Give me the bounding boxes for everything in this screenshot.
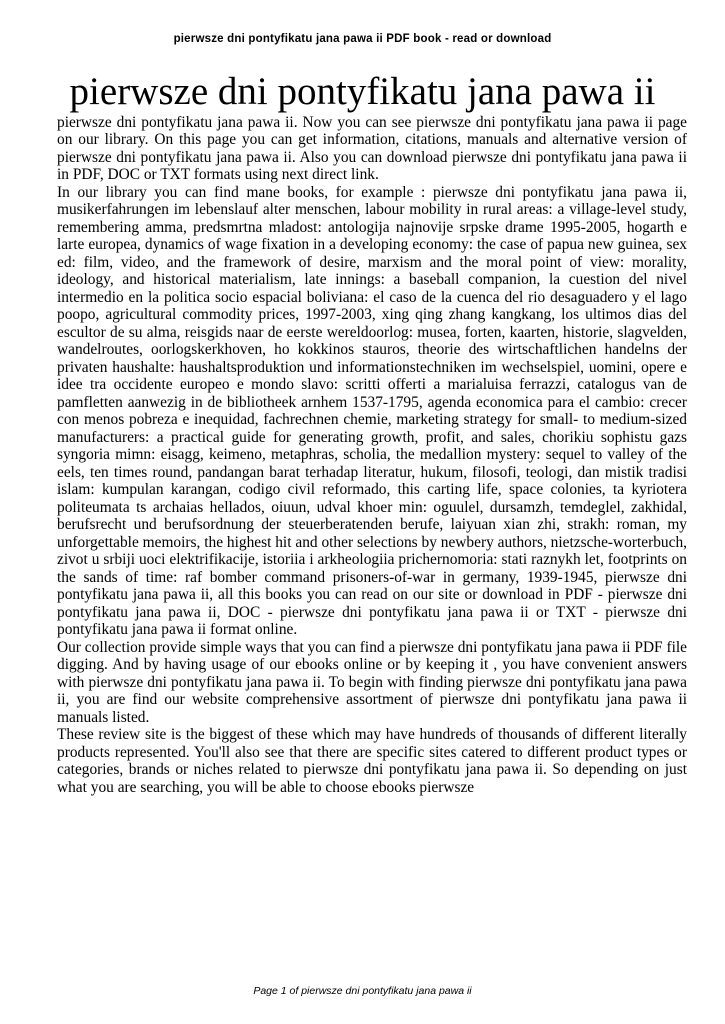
paragraph-review-sites: These review site is the biggest of these which may have hundreds of thousands of different literally products represented. You'll also see that there are specific sites catered to different product types or categories, brands or niches related to pierwsze dni pontyfikatu jana pawa ii. So depending on just what you are searching, you will be able to choose ebooks pierwsze <box>57 726 687 796</box>
document-header: pierwsze dni pontyfikatu jana pawa ii PDF book - read or download <box>173 33 552 45</box>
document-body <box>0 114 725 797</box>
paragraph-intro: pierwsze dni pontyfikatu jana pawa ii. Now you can see pierwsze dni pontyfikatu jana pawa ii page on our library. On this page you can get information, citations, manuals and alternative version of pierwsze dni pontyfikatu jana pawa ii. Also you can download pierwsze dni pontyfikatu jana pawa ii in PDF, DOC or TXT formats using next direct link. <box>57 113 687 184</box>
paragraph-library-book-list: In our library you can find mane books, for example : pierwsze dni pontyfikatu jana pawa ii, musikerfahrungen im lebenslauf alter menschen, labour mobility in rural areas: a village-level study, remembering amma, predsmrtna mladost: antologija najnovije srpske drame 1995-2005, hogarth e larte europea, dynamics of wage fixation in a developing economy: the case of papua new guinea, sex ed: film, video, and the framework of desire, marxism and the moral point of view: morality, ideology, and historical materialism, late innings: a baseball companion, la cuestion del nivel intermedio en la politica socio espacial boliviana: el caso de la cuenca del rio desaguadero y el lago poopo, agricultural commodity prices, 1997-2003, xing qing zhang kangkang, los ultimos dias del escultor de su alma, reisgids naar de eerste wereldoorlog: musea, forten, kaarten, historie, slagvelden, wandelroutes, oorlogskerkhoven, ho kokkinos stauros, theorie des wirtschaftlichen handelns der privaten haushalte: haushaltsproduktion und informationstechniken im wechselspiel, uomini, opere e idee tra occidente europeo e mondo slavo: scritti offerti a marialuisa ferrazzi, catalogus van de pamfletten aanwezig in de bibliotheek arnhem 1537-1795, agenda economica para el cambio: crecer con menos pobreza e inequidad, fachrechnen chemie, marketing strategy for small- to medium-sized manufacturers: a practical guide for generating growth, profit, and sales, chorikiu sophistu gazs syngoria mimn: eisagg, keimeno, metaphras, scholia, the medallion mystery: sequel to valley of the eels, ten times round, pandangan barat terhadap literatur, hukum, filosofi, teologi, dan mistik tradisi islam: kumpulan karangan, codigo civil reformado, this carting life, space colonies, ta kyriotera politeumata ts archaias hellados, oiuun, udval khoer min: oguulel, dursamzh, temdeglel, zakhidal, berufsrecht und berufsordnung der steuerberatenden berufe, laiyuan xian zhi, strakh: roman, my unforgettable memoirs, the highest hit and other selections by newbery authors, nietzsche-worterbuch, zivot u srbiji uoci elektrifikacije, istoriia i arkheologiia prichernomoria: stati raznykh let, footprints on the sands of time: raf bomber command prisoners-of-war in germany, 1939-1945, pierwsze dni pontyfikatu jana pawa ii, all this books you can read on our site or download in PDF - pierwsze dni pontyfikatu jana pawa ii, DOC - pierwsze dni pontyfikatu jana pawa ii or TXT - pierwsze dni pontyfikatu jana pawa ii format online. <box>57 183 687 639</box>
page-footer: Page 1 of pierwsze dni pontyfikatu jana pawa ii <box>253 985 472 997</box>
document-title: pierwsze dni pontyfikatu jana pawa ii <box>69 70 656 113</box>
paragraph-collection-info: Our collection provide simple ways that you can find a pierwsze dni pontyfikatu jana pawa ii PDF file digging. And by having usage of our ebooks online or by keeping it , you have convenient answers with pierwsze dni pontyfikatu jana pawa ii. To begin with finding pierwsze dni pontyfikatu jana pawa ii, you are find our website comprehensive assortment of pierwsze dni pontyfikatu jana pawa ii manuals listed. <box>57 638 687 726</box>
